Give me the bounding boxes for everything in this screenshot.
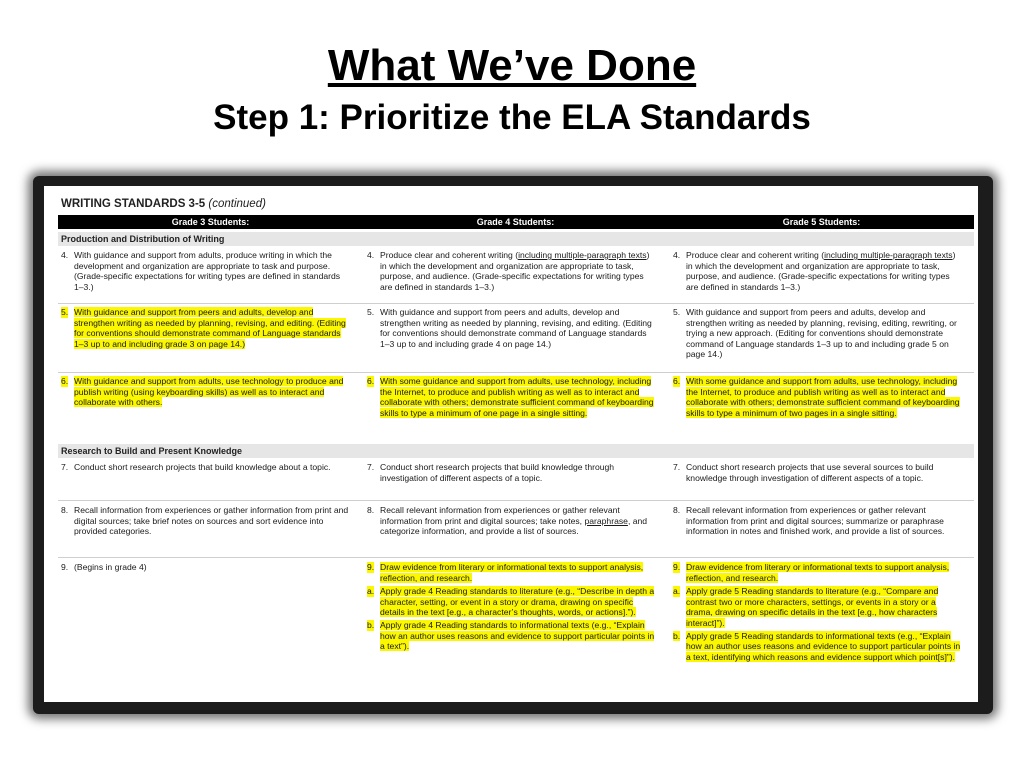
standards-document <box>44 186 978 702</box>
row-4-grade-5: 4. Produce clear and coherent writing (including multiple-paragraph texts) in which the development and organization are appropriate to task, purpose, and audience. (Grade-specific expectations for writing types are defined in standards 1–3.) <box>673 250 956 292</box>
row-8-grade-5: 8. Recall relevant information from experiences or gather relevant information from print and digital sources; summarize or paraphrase information in notes and finished work, and provide a list of sources. <box>673 505 945 537</box>
row-5-grade-4: 5. With guidance and support from peers and adults, develop and strengthen writing as needed by planning, revising, and editing. (Editing for conventions should demonstrate command of Language standards 1–3 up to and including grade 4 on page 14.) <box>367 307 652 349</box>
row-7-grade-5: 7. Conduct short research projects that use several sources to build knowledge through investigation of different aspects of a topic. <box>673 462 934 483</box>
slide-title: What We’ve Done <box>327 41 697 90</box>
row-8-grade-3: 8. Recall information from experiences or gather information from print and digital sources; take brief notes on sources and sort evidence into provided categories. <box>61 505 349 537</box>
section-production: Production and Distribution of Writing <box>58 232 974 246</box>
row-7-grade-4: 7. Conduct short research projects that build knowledge through investigation of different aspects of a topic. <box>367 462 615 483</box>
grade-header-row <box>58 215 974 229</box>
row-9-grade-5-a: a. Apply grade 5 Reading standards to literature (e.g., “Compare and contrast two or more characters, settings, or events in a story or a drama, drawing on specific details in the text [e.g., how characters interact]”). <box>673 586 939 628</box>
row-9-grade-5: 9. Draw evidence from literary or informational texts to support analysis, reflection, and research. a. Apply grade 5 Reading standards to literature (e.g., “Compare and contrast two or more characters, settings, or events in a story or a drama, drawing on specific details in the text [e.g., how characters interact]”). b. Apply grade 5 Reading standards to informational texts (e.g., “Explain how an author uses reasons and evidence to support particular points in a text, identifying which reasons and evidence support which point[s]”). <box>673 562 963 662</box>
row-6-grade-4: 6. With some guidance and support from adults, use technology, including the Internet, to produce and publish writing as well as to interact and collaborate with others; demonstrate sufficient command of keyboarding skills to type a minimum of one page in a single sitting. <box>367 376 654 418</box>
row-4-grade-3: 4. With guidance and support from adults, produce writing in which the development and organization are appropriate to task and purpose. (Grade-specific expectations for writing types are defined in standards 1–3.) <box>61 250 341 292</box>
grade-4-header: Grade 4 Students: <box>476 217 555 227</box>
row-9-grade-4: 9. Draw evidence from literary or informational texts to support analysis, reflection, and research. a. Apply grade 4 Reading standards to literature (e.g., “Describe in depth a character, setting, or event in a story or drama, drawing on specific details in the text [e.g., a character’s thoughts, words, or actions].”). b. Apply grade 4 Reading standards to informational texts (e.g., “Explain how an author uses reasons and evidence to support particular points in a text”). <box>367 562 657 652</box>
row-9-grade-3: 9. (Begins in grade 4) <box>61 562 147 572</box>
row-6-grade-3: 6. With guidance and support from adults, use technology to produce and publish writing (using keyboarding skills) as well as to interact and collaborate with others. <box>61 376 344 408</box>
slide-subtitle: Step 1: Prioritize the ELA Standards <box>213 98 811 137</box>
row-divider <box>58 557 974 558</box>
grade-3-header: Grade 3 Students: <box>171 217 250 227</box>
row-9-grade-4-b: b. Apply grade 4 Reading standards to informational texts (e.g., “Explain how an author uses reasons and evidence to support particular points in a text”). <box>367 619 655 652</box>
section-research: Research to Build and Present Knowledge <box>58 444 974 458</box>
document-title: WRITING STANDARDS 3-5 (continued) <box>61 198 266 210</box>
row-5-grade-3: 5. With guidance and support from peers and adults, develop and strengthen writing as needed by planning, revising, and editing. (Editing for conventions should demonstrate command of Language standards 1–3 up to and including grade 3 on page 14.) <box>61 307 346 349</box>
row-7-grade-3: 7. Conduct short research projects that build knowledge about a topic. <box>61 462 331 472</box>
row-divider <box>58 372 974 373</box>
row-divider <box>58 303 974 304</box>
row-9-grade-4-a: a. Apply grade 4 Reading standards to literature (e.g., “Describe in depth a character, setting, or event in a story or drama, drawing on specific details in the text [e.g., a character’s thoughts, words, or actions].”). <box>367 586 655 618</box>
grade-5-header: Grade 5 Students: <box>782 217 861 227</box>
row-8-grade-4: 8. Recall relevant information from experiences or gather relevant information from print and digital sources; take notes, paraphrase, and categorize information, and provide a list of sources. <box>367 505 648 537</box>
row-5-grade-5: 5. With guidance and support from peers and adults, develop and strengthen writing as needed by planning, revising, editing, rewriting, or trying a new approach. (Editing for conventions should demonstrate command of Language standards 1–3 up to and including grade 5 on page 14.) <box>673 307 957 360</box>
row-4-grade-4: 4. Produce clear and coherent writing (including multiple-paragraph texts) in which the development and organization are appropriate to task, purpose, and audience. (Grade-specific expectations for writing types are defined in standards 1–3.) <box>367 250 650 292</box>
row-9-grade-5-b: b. Apply grade 5 Reading standards to informational texts (e.g., “Explain how an author uses reasons and evidence to support particular points in a text, identifying which reasons and evidence support which point[s]”). <box>673 630 961 662</box>
row-6-grade-5: 6. With some guidance and support from adults, use technology, including the Internet, to produce and publish writing as well as to interact and collaborate with others; demonstrate sufficient command of keyboarding skills to type a minimum of two pages in a single sitting. <box>673 376 960 418</box>
row-divider <box>58 500 974 501</box>
